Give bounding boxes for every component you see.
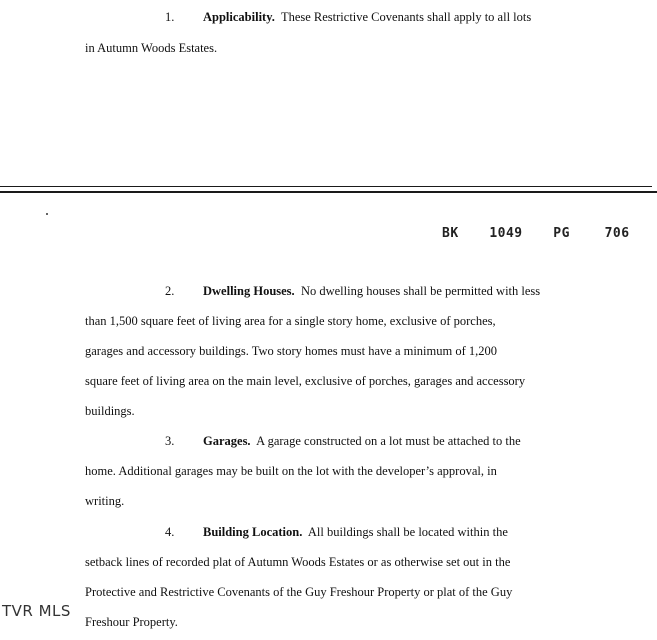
section-2-line: garages and accessory buildings. Two story homes must have a minimum of 1,200 [85, 344, 498, 358]
section-4-line: setback lines of recorded plat of Autumn Woods Estates or as otherwise set out in the [85, 555, 511, 569]
section-2-heading-line [165, 284, 540, 299]
section-3-heading-line [165, 434, 521, 449]
page-divider-bottom [0, 191, 657, 193]
stamp-pg-label: PG [553, 226, 570, 241]
section-2-line: buildings. [85, 404, 135, 418]
section-1-line-2: in Autumn Woods Estates. [85, 41, 218, 55]
stamp-pg-value: 706 [604, 226, 630, 241]
section-text: These Restrictive Covenants shall apply to all lots [280, 10, 532, 24]
section-heading: Garages. [203, 434, 251, 448]
section-3-line: home. Additional garages may be built on the lot with the developer’s approval, in [85, 464, 497, 478]
section-2-line: than 1,500 square feet of living area for a single story home, exclusive of porches, [85, 314, 496, 328]
section-number: 3. [165, 434, 175, 448]
stamp-bk-label: BK [442, 226, 459, 241]
section-1-heading-line [165, 10, 531, 25]
section-number: 1. [165, 10, 175, 24]
section-heading: Dwelling Houses. [203, 284, 295, 298]
section-3-line: writing. [85, 494, 125, 508]
stamp-bk-value: 1049 [489, 226, 523, 241]
section-text: A garage constructed on a lot must be attached to the [256, 434, 521, 448]
section-text: No dwelling houses shall be permitted with less [300, 284, 541, 298]
section-heading: Applicability. [203, 10, 275, 24]
section-heading: Building Location. [203, 525, 303, 539]
section-number: 2. [165, 284, 175, 298]
section-4-heading-line [165, 525, 508, 540]
page-divider-top [0, 186, 652, 187]
book-page-stamp [442, 226, 630, 241]
section-4-line: Freshour Property. [85, 615, 178, 629]
scan-speck [46, 213, 48, 215]
mls-watermark: TVR MLS [2, 602, 71, 620]
section-2-line: square feet of living area on the main level, exclusive of porches, garages and accessory [85, 374, 526, 388]
section-4-line: Protective and Restrictive Covenants of the Guy Freshour Property or plat of the Guy [85, 585, 513, 599]
section-number: 4. [165, 525, 175, 539]
section-text: All buildings shall be located within the [307, 525, 508, 539]
